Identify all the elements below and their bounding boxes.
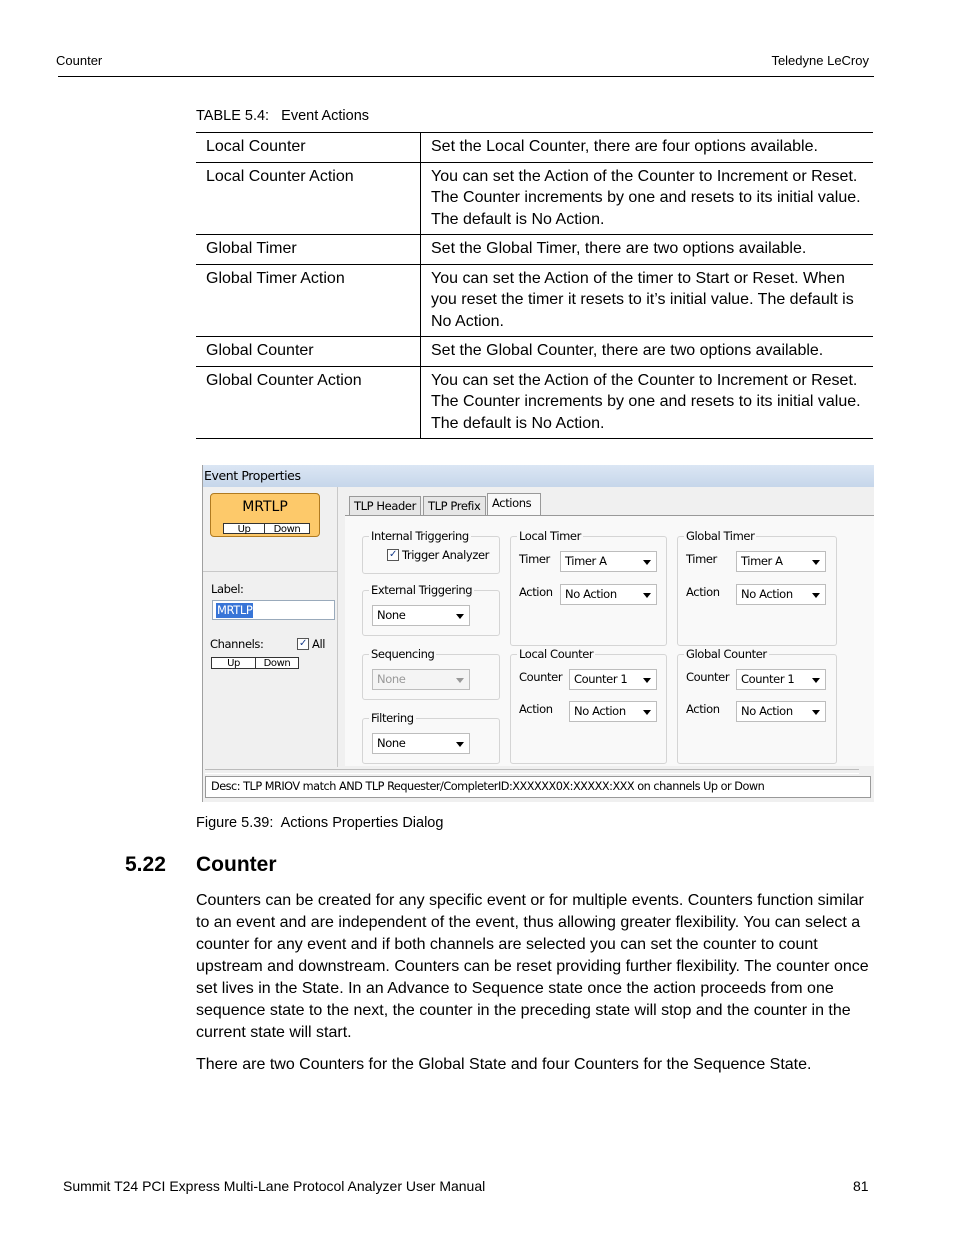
select-value: None [377,672,406,686]
event-left-pane [203,487,338,767]
chevron-down-icon [812,710,820,715]
chevron-down-icon [456,614,464,619]
counter-label: Counter [686,670,730,684]
global-timer-action-select[interactable] [736,584,826,605]
dialog-title: Event Properties [203,465,874,487]
select-value: No Action [574,704,626,718]
table-row [196,337,873,367]
description-bar: Desc: TLP MRIOV match AND TLP Requester/CompleterID:XXXXXX0X:XXXXX:XXX on channels Up or Down [205,776,871,798]
timer-label: Timer [519,552,550,566]
action-label: Action [686,585,720,599]
page-number: 81 [853,1178,869,1194]
group-title: Global Timer [686,529,755,543]
local-timer-select[interactable] [560,551,657,572]
select-value: Counter 1 [741,672,795,686]
section-number: 5.22 [125,853,166,876]
divider [203,571,337,572]
global-timer-group [677,529,837,646]
row-desc: Set the Global Counter, there are two options available. [421,337,874,367]
chevron-down-icon [643,678,651,683]
timer-label: Timer [686,552,717,566]
select-value: No Action [565,587,617,601]
chevron-down-icon [456,742,464,747]
event-up-button[interactable]: Up [223,523,265,534]
row-name: Local Counter Action [196,162,421,235]
action-label: Action [519,702,553,716]
row-name: Global Counter Action [196,366,421,439]
event-down-button[interactable]: Down [264,523,310,534]
global-counter-action-select[interactable] [736,701,826,722]
tab-tlp-prefix[interactable]: TLP Prefix [423,496,486,515]
action-label: Action [686,702,720,716]
table-row [196,133,873,163]
table-caption: TABLE 5.4: Event Actions [196,108,370,124]
group-title: Filtering [371,711,414,725]
channel-down-button[interactable]: Down [255,657,299,669]
row-name: Local Counter [196,133,421,163]
row-desc: Set the Global Timer, there are two options available. [421,235,874,265]
header-right: Teledyne LeCroy [771,53,869,68]
global-counter-select[interactable] [736,669,826,690]
chevron-down-icon [643,560,651,565]
figure-caption: Figure 5.39: Actions Properties Dialog [196,815,444,831]
local-timer-group [510,529,667,646]
checkmark-icon: ✓ [299,638,307,649]
filtering-group [362,711,500,764]
table-row [196,235,873,265]
all-checkbox[interactable] [297,638,309,650]
checkmark-icon: ✓ [389,549,397,560]
row-desc: You can set the Action of the timer to Start or Reset. When you reset the timer it resets to it’s initial value. The default is No Action. [421,264,874,337]
event-block[interactable] [210,493,320,537]
group-title: Local Counter [519,647,594,661]
chevron-down-icon [812,593,820,598]
channel-up-button[interactable]: Up [211,657,256,669]
internal-triggering-group [362,529,500,574]
row-desc: Set the Local Counter, there are four options available. [421,133,874,163]
select-value: Timer A [741,554,783,568]
table-row [196,162,873,235]
select-value: None [377,608,406,622]
event-actions-table [196,132,873,439]
label-caption: Label: [211,582,244,596]
group-title: Sequencing [371,647,435,661]
header-left: Counter [56,53,103,68]
select-value: Counter 1 [574,672,628,686]
local-counter-select[interactable] [569,669,657,690]
row-name: Global Counter [196,337,421,367]
chevron-down-icon [812,678,820,683]
local-counter-action-select[interactable] [569,701,657,722]
group-title: External Triggering [371,583,473,597]
trigger-analyzer-label: Trigger Analyzer [402,548,489,562]
sequencing-select[interactable] [372,669,470,690]
sequencing-group [362,647,500,700]
global-counter-group [677,647,837,764]
select-value: No Action [741,704,793,718]
filtering-select[interactable] [372,733,470,754]
chevron-down-icon [643,593,651,598]
chevron-down-icon [643,710,651,715]
event-name: MRTLP [242,499,288,515]
row-desc: You can set the Action of the Counter to Increment or Reset. The Counter increments by one and resets to its initial value. The default is No Action. [421,366,874,439]
group-title: Global Counter [686,647,767,661]
label-selection: MRTLP [217,603,253,617]
channels-caption: Channels: [210,637,264,651]
divider [205,769,859,774]
row-name: Global Timer Action [196,264,421,337]
row-desc: You can set the Action of the Counter to Increment or Reset. The Counter increments by one and resets to its initial value. The default is No Action. [421,162,874,235]
chevron-down-icon [456,678,464,683]
select-value: Timer A [565,554,607,568]
group-title: Local Timer [519,529,581,543]
footer-title: Summit T24 PCI Express Multi-Lane Protocol Analyzer User Manual [63,1178,486,1194]
local-timer-action-select[interactable] [560,584,657,605]
group-title: Internal Triggering [371,529,469,543]
local-counter-group [510,647,667,764]
actions-panel [345,515,874,766]
table-row [196,366,873,439]
event-properties-dialog [202,465,874,802]
row-name: Global Timer [196,235,421,265]
tab-tlp-header[interactable]: TLP Header [349,496,421,515]
body-paragraph: Counters can be created for any specific event or for multiple events. Counters function similar to an event and are independent of the event, thus allowing greater flexibility. You can select a counter for any event and if both channels are selected you can set the counter to count upstream and downstream. Counters can be reset providing further flexibility. The counter once set lives in the State. In an Advance to Sequence state once the action proceeds from one sequence state to the next, the counter in the preceding state will stop and the counter in the current state will start. [196,892,869,1041]
global-timer-select[interactable] [736,551,826,572]
table-row [196,264,873,337]
body-paragraph: There are two Counters for the Global State and four Counters for the Sequence State. [196,1056,812,1073]
select-value: No Action [741,587,793,601]
all-label: All [312,637,326,651]
header-rule [58,76,874,77]
external-triggering-select[interactable] [372,605,470,626]
trigger-analyzer-checkbox[interactable] [387,549,399,561]
chevron-down-icon [812,560,820,565]
section-title: Counter [196,853,277,876]
tab-actions[interactable]: Actions [487,493,541,516]
counter-label: Counter [519,670,563,684]
action-label: Action [519,585,553,599]
select-value: None [377,736,406,750]
external-triggering-group [362,583,500,636]
